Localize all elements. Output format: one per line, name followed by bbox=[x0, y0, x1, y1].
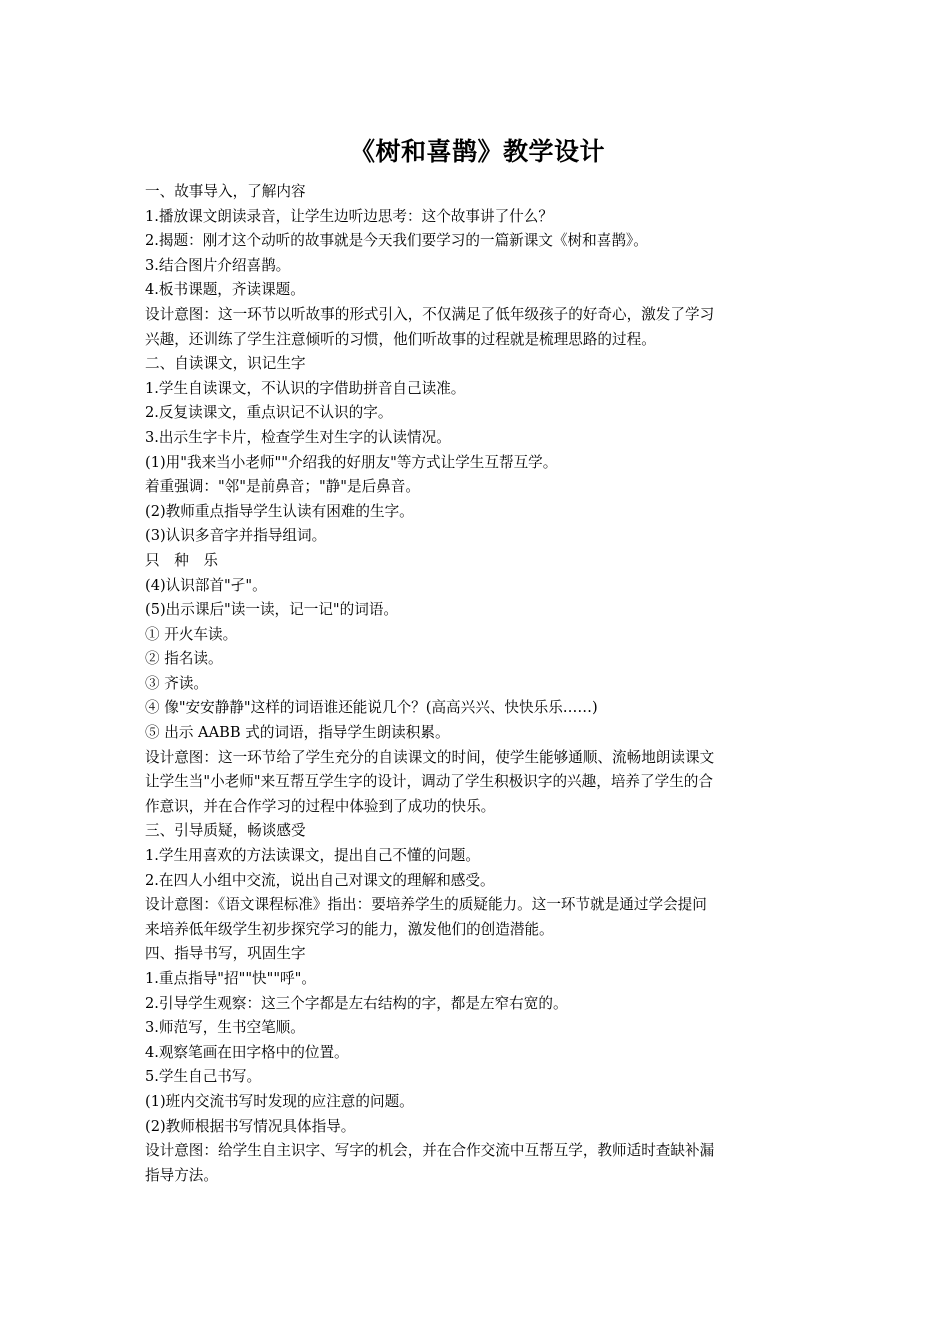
design-intent-line: 来培养低年级学生初步探究学习的能力，激发他们的创造潜能。 bbox=[145, 920, 554, 938]
list-item: ⑤ 出示 AABB 式的词语，指导学生朗读积累。 bbox=[145, 724, 450, 742]
text-line: 3.师范写，生书空笔顺。 bbox=[145, 1019, 305, 1037]
document-page bbox=[145, 136, 810, 1188]
polyphonic-characters: 只 种 乐 bbox=[145, 551, 218, 569]
list-item: ④ 像"安安静静"这样的词语谁还能说几个？(高高兴兴、快快乐乐……) bbox=[145, 699, 598, 717]
text-line: (1)用"我来当小老师""介绍我的好朋友"等方式让学生互帮互学。 bbox=[145, 453, 558, 471]
text-line: 1.学生自读课文，不认识的字借助拼音自己读准。 bbox=[145, 379, 466, 397]
text-line: 3.出示生字卡片，检查学生对生字的认读情况。 bbox=[145, 428, 451, 446]
text-line: 2.反复读课文，重点识记不认识的字。 bbox=[145, 404, 393, 422]
design-intent-line: 作意识，并在合作学习的过程中体验到了成功的快乐。 bbox=[145, 797, 496, 815]
text-line: 4.观察笔画在田字格中的位置。 bbox=[145, 1043, 349, 1061]
text-line: (4)认识部首"孑"。 bbox=[145, 576, 267, 594]
text-line: 4.板书课题，齐读课题。 bbox=[145, 281, 305, 299]
text-line: (2)教师重点指导学生认读有困难的生字。 bbox=[145, 502, 414, 520]
section-heading: 三、引导质疑，畅谈感受 bbox=[145, 822, 306, 840]
text-line: 1.播放课文朗读录音，让学生边听边思考：这个故事讲了什么？ bbox=[145, 207, 553, 225]
text-line: (3)认识多音字并指导组词。 bbox=[145, 527, 327, 545]
text-line: 2.揭题：刚才这个动听的故事就是今天我们要学习的一篇新课文《树和喜鹊》。 bbox=[145, 232, 648, 250]
design-intent-line: 设计意图：这一环节给了学生充分的自读课文的时间，使学生能够通顺、流畅地朗读课文 bbox=[145, 748, 715, 766]
text-line: (1)班内交流书写时发现的应注意的问题。 bbox=[145, 1092, 414, 1110]
list-item: ① 开火车读。 bbox=[145, 625, 238, 643]
text-line: 2.引导学生观察：这三个字都是左右结构的字，都是左窄右宽的。 bbox=[145, 994, 568, 1012]
design-intent-line: 设计意图：《语文课程标准》指出：要培养学生的质疑能力。这一环节就是通过学会提问 bbox=[145, 896, 707, 914]
text-line: 1.重点指导"招""快""呼"。 bbox=[145, 970, 316, 987]
text-line: (5)出示课后"读一读，记一记"的词语。 bbox=[145, 601, 399, 619]
design-intent-line: 设计意图：这一环节以听故事的形式引入，不仅满足了低年级孩子的好奇心，激发了学习 bbox=[145, 305, 715, 323]
section-heading: 二、自读课文，识记生字 bbox=[145, 355, 306, 373]
section-heading: 四、指导书写，巩固生字 bbox=[145, 945, 306, 963]
text-line: 2.在四人小组中交流，说出自己对课文的理解和感受。 bbox=[145, 871, 495, 889]
section-heading: 一、故事导入，了解内容 bbox=[145, 183, 306, 200]
text-line: 3.结合图片介绍喜鹊。 bbox=[145, 256, 291, 274]
text-line: 着重强调："邻"是前鼻音；"静"是后鼻音。 bbox=[145, 478, 420, 496]
text-line: 1.学生用喜欢的方法读课文，提出自己不懂的问题。 bbox=[145, 847, 480, 865]
document-body bbox=[145, 180, 810, 1188]
text-line: 5.学生自己书写。 bbox=[145, 1068, 262, 1086]
list-item: ② 指名读。 bbox=[145, 650, 223, 668]
document-title: 《树和喜鹊》教学设计 bbox=[349, 137, 605, 166]
design-intent-line: 指导方法。 bbox=[145, 1166, 218, 1184]
design-intent-line: 设计意图：给学生自主识字、写字的机会，并在合作交流中互帮互学，教师适时查缺补漏 bbox=[145, 1142, 715, 1160]
design-intent-line: 兴趣，还训练了学生注意倾听的习惯，他们听故事的过程就是梳理思路的过程。 bbox=[145, 330, 656, 348]
design-intent-line: 让学生当"小老师"来互帮互学生字的设计，调动了学生积极识字的兴趣，培养了学生的合 bbox=[145, 773, 713, 791]
list-item: ③ 齐读。 bbox=[145, 674, 209, 692]
text-line: (2)教师根据书写情况具体指导。 bbox=[145, 1117, 356, 1135]
